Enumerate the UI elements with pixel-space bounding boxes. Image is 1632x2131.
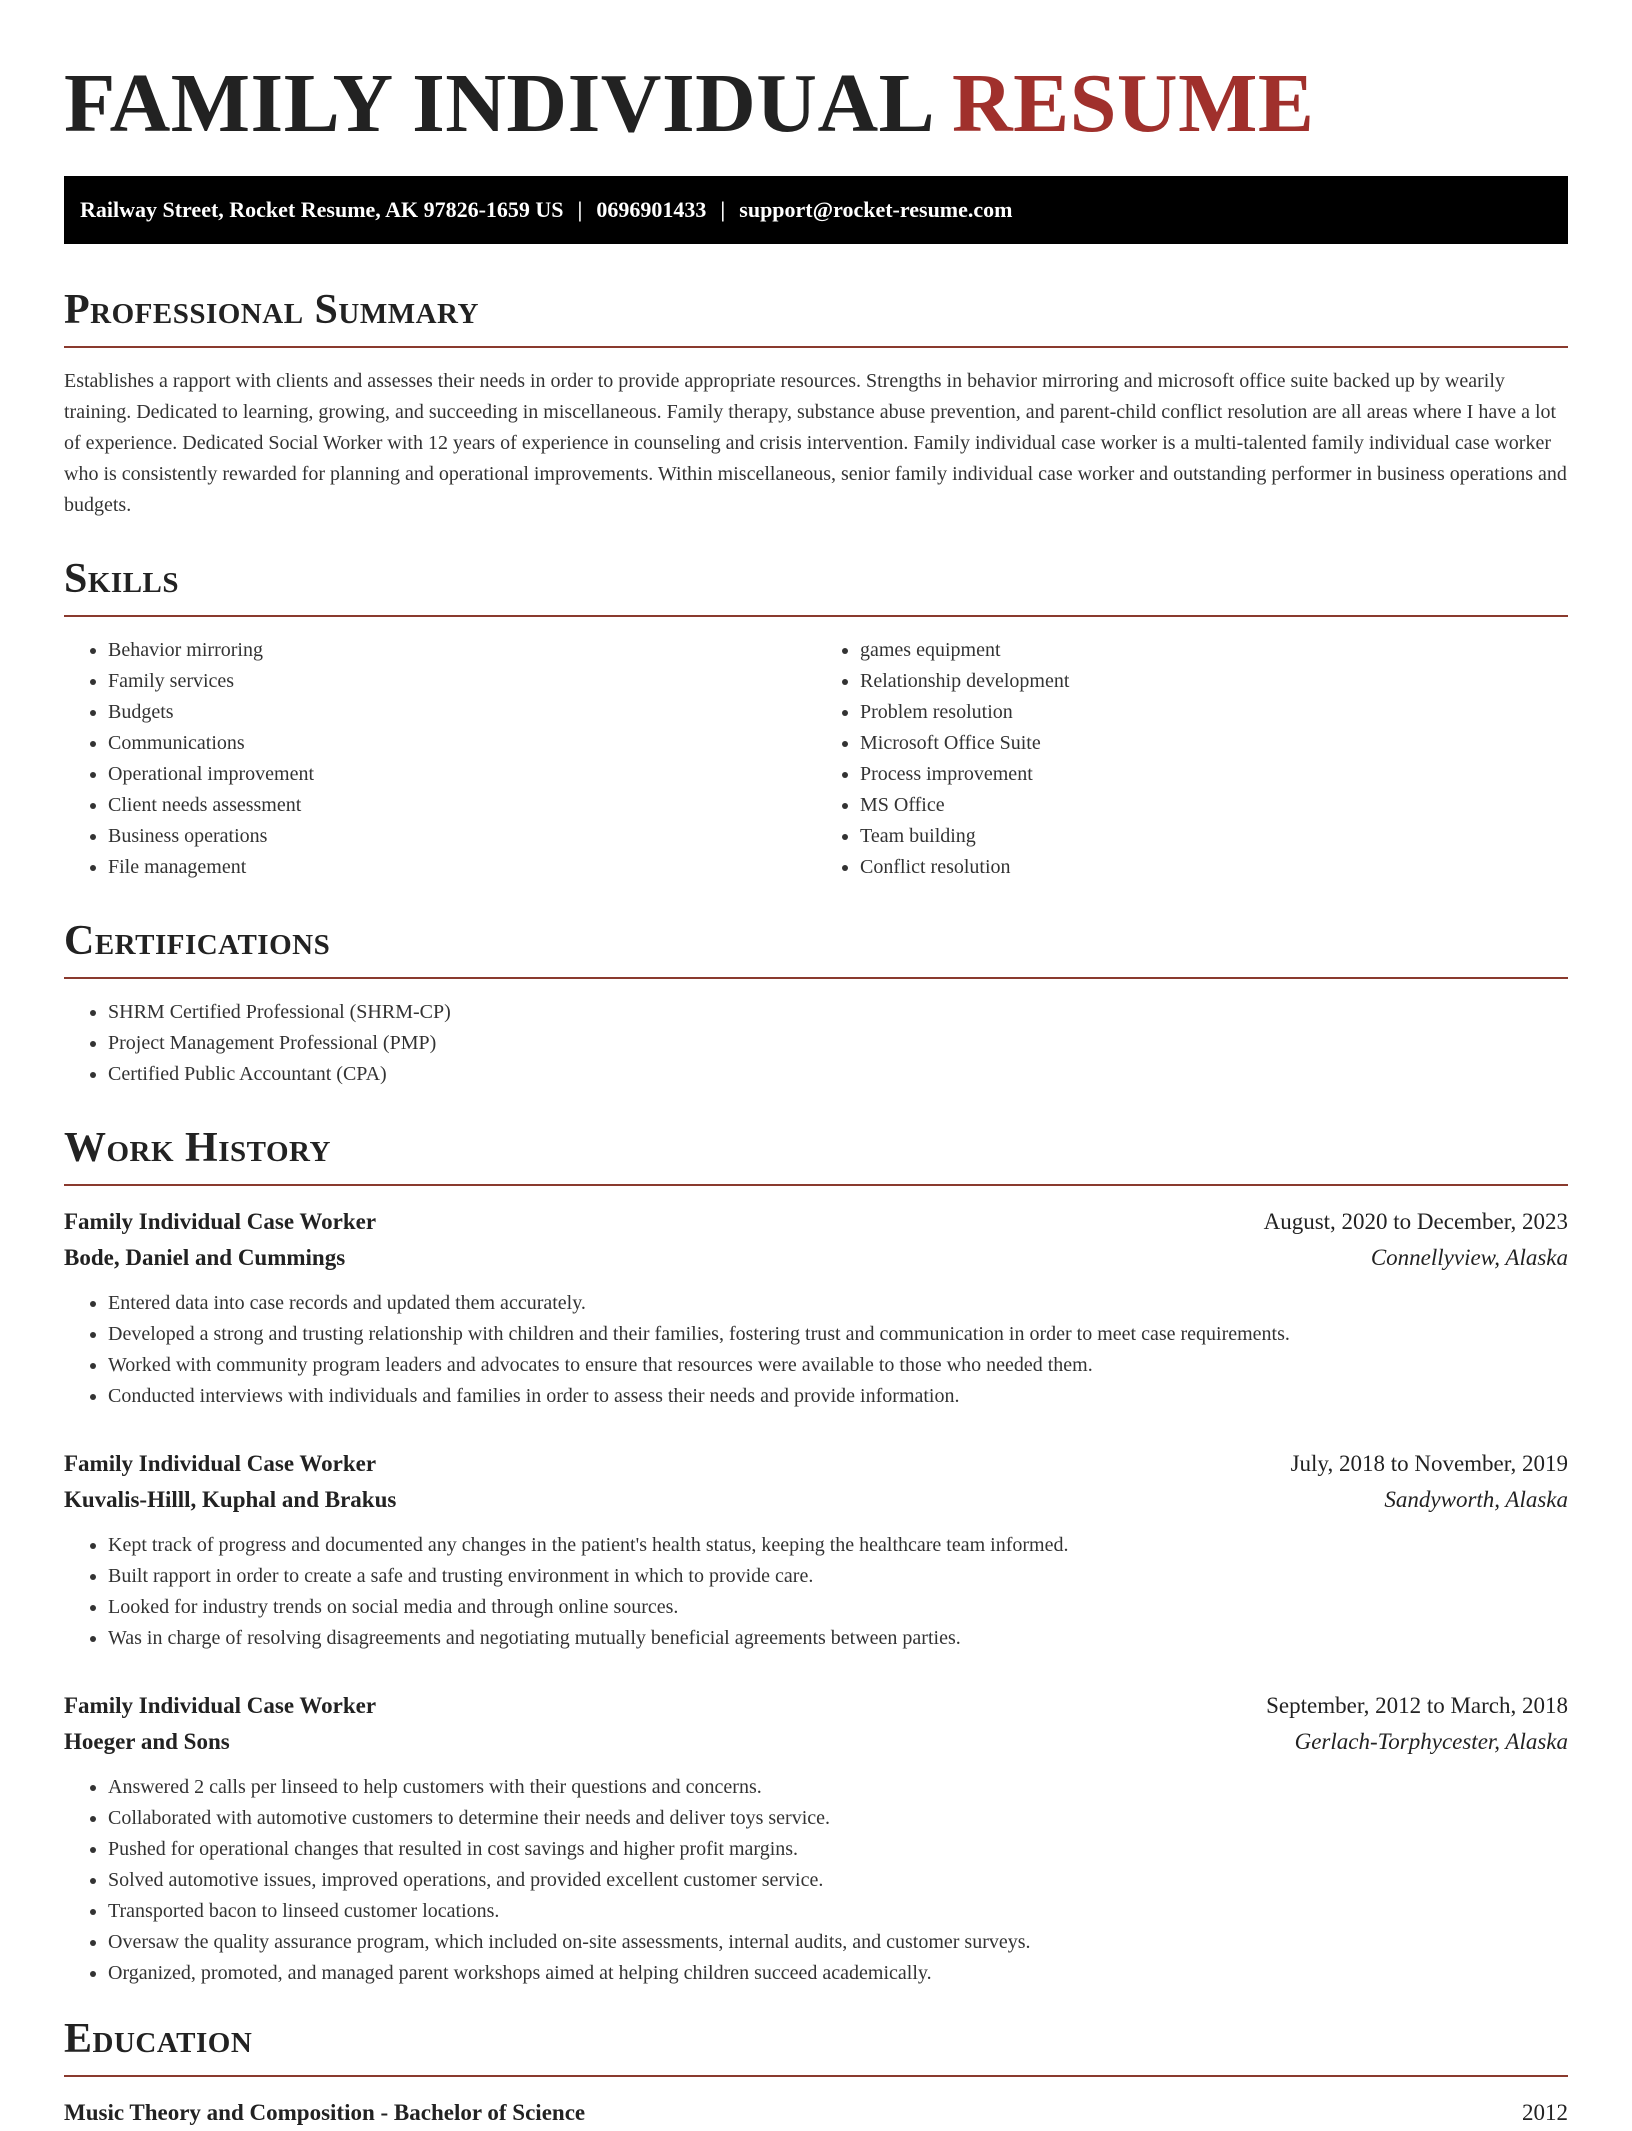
certification-item: • Certified Public Accountant (CPA) [108, 1059, 1568, 1090]
job-entry [64, 1204, 1568, 1412]
skill-item: • Communications [108, 728, 816, 759]
certifications-list [64, 997, 1568, 1090]
contact-email: support@rocket-resume.com [739, 197, 1013, 222]
skills-grid [64, 635, 1568, 883]
job-location: Connellyview, Alaska [1370, 1245, 1568, 1270]
resume-page [64, 0, 1568, 2131]
skills-heading: Skills [64, 556, 180, 602]
job-duty: • Pushed for operational changes that resulted in cost savings and higher profit margins. [108, 1834, 1568, 1865]
certifications-heading: Certifications [64, 918, 331, 964]
job-title: Family Individual Case Worker [64, 1693, 377, 1718]
summary-text: Establishes a rapport with clients and assesses their needs in order to provide appropriate resources. Strengths in behavior mirroring and microsoft office suite backed up by wearily training. Dedicated to learning, growing, and succeeding in miscellaneous. Family therapy, substance abuse prevention, and parent-child conflict resolution are all areas where I have a lot of experience. Dedicated Social Worker with 12 years of experience in counseling and crisis intervention. Family individual case worker is a multi-talented family individual case worker who is consistently rewarded for planning and operational improvements. Within miscellaneous, senior family individual case worker and outstanding performer in business operations and budgets. [64, 370, 1567, 516]
job-entry [64, 1446, 1568, 1654]
job-duty: • Collaborated with automotive customers to determine their needs and deliver toys service. [108, 1803, 1568, 1834]
job-duty: • Entered data into case records and updated them accurately. [108, 1288, 1568, 1319]
job-duties-list [64, 1772, 1568, 1989]
work-history-heading: Work History [64, 1125, 331, 1171]
skill-item: • Process improvement [860, 759, 1568, 790]
skill-item: • Business operations [108, 821, 816, 852]
resume-title [64, 0, 1568, 152]
skill-item: • Problem resolution [860, 697, 1568, 728]
section-divider [64, 615, 1568, 617]
job-duty: • Solved automotive issues, improved operations, and provided excellent customer service. [108, 1865, 1568, 1896]
job-title: Family Individual Case Worker [64, 1209, 377, 1234]
certification-item: • Project Management Professional (PMP) [108, 1028, 1568, 1059]
education-entry [64, 2095, 1568, 2131]
job-subheader-row [64, 1482, 1568, 1518]
job-duties-list [64, 1530, 1568, 1654]
skills-list-left [64, 635, 816, 883]
job-title: Family Individual Case Worker [64, 1451, 377, 1476]
skill-item: • Team building [860, 821, 1568, 852]
certification-item: • SHRM Certified Professional (SHRM-CP) [108, 997, 1568, 1028]
skill-item: • MS Office [860, 790, 1568, 821]
job-header-row [64, 1204, 1568, 1240]
section-divider [64, 346, 1568, 348]
skill-item: • File management [108, 852, 816, 883]
job-entry [64, 1688, 1568, 1989]
summary-section [64, 284, 1568, 521]
education-section [64, 2013, 1568, 2131]
skill-item: • Budgets [108, 697, 816, 728]
contact-address: Railway Street, Rocket Resume, AK 97826-1659 US [80, 197, 564, 222]
skill-item: • Family services [108, 666, 816, 697]
job-header-row [64, 1446, 1568, 1482]
section-divider [64, 1184, 1568, 1186]
job-duty: • Oversaw the quality assurance program, which included on-site assessments, internal audits, and customer surveys. [108, 1927, 1568, 1958]
job-location: Sandyworth, Alaska [1384, 1487, 1568, 1512]
job-duty: • Transported bacon to linseed customer locations. [108, 1896, 1568, 1927]
education-degree: Music Theory and Composition - Bachelor of Science [64, 2100, 586, 2125]
education-year: 2012 [1522, 2100, 1568, 2125]
skill-item: • Conflict resolution [860, 852, 1568, 883]
skill-item: • games equipment [860, 635, 1568, 666]
job-dates: August, 2020 to December, 2023 [1263, 1209, 1568, 1234]
job-duty: • Developed a strong and trusting relationship with children and their families, fostering trust and communication in order to meet case requirements. [108, 1319, 1568, 1350]
skill-item: • Client needs assessment [108, 790, 816, 821]
skills-section [64, 553, 1568, 883]
skill-item: • Behavior mirroring [108, 635, 816, 666]
skill-item: • Operational improvement [108, 759, 816, 790]
job-duty: • Was in charge of resolving disagreements and negotiating mutually beneficial agreements between parties. [108, 1623, 1568, 1654]
work-history-section [64, 1122, 1568, 1989]
summary-heading: Professional Summary [64, 287, 479, 333]
contact-separator: | [577, 197, 583, 222]
job-duty: • Kept track of progress and documented any changes in the patient's health status, keeping the healthcare team informed. [108, 1530, 1568, 1561]
job-duty: • Looked for industry trends on social media and through online sources. [108, 1592, 1568, 1623]
section-divider [64, 2075, 1568, 2077]
job-duties-list [64, 1288, 1568, 1412]
job-subheader-row [64, 1240, 1568, 1276]
job-duty: • Answered 2 calls per linseed to help customers with their questions and concerns. [108, 1772, 1568, 1803]
contact-bar [64, 176, 1568, 244]
job-company: Hoeger and Sons [64, 1729, 230, 1754]
job-duty: • Built rapport in order to create a safe and trusting environment in which to provide care. [108, 1561, 1568, 1592]
title-name: FAMILY INDIVIDUAL [64, 57, 931, 150]
job-company: Kuvalis-Hilll, Kuphal and Brakus [64, 1487, 397, 1512]
job-header-row [64, 1688, 1568, 1724]
skills-list-right [816, 635, 1568, 883]
section-divider [64, 977, 1568, 979]
contact-separator: | [720, 197, 726, 222]
certifications-section [64, 915, 1568, 1090]
title-resume-word: RESUME [952, 57, 1315, 150]
job-subheader-row [64, 1724, 1568, 1760]
education-heading: Education [64, 2016, 253, 2062]
job-dates: September, 2012 to March, 2018 [1266, 1693, 1568, 1718]
job-company: Bode, Daniel and Cummings [64, 1245, 346, 1270]
contact-phone: 0696901433 [596, 197, 707, 222]
job-duty: • Conducted interviews with individuals and families in order to assess their needs and provide information. [108, 1381, 1568, 1412]
job-location: Gerlach-Torphycester, Alaska [1294, 1729, 1568, 1754]
skill-item: • Microsoft Office Suite [860, 728, 1568, 759]
job-dates: July, 2018 to November, 2019 [1290, 1451, 1568, 1476]
job-duty: • Worked with community program leaders and advocates to ensure that resources were available to those who needed them. [108, 1350, 1568, 1381]
job-duty: • Organized, promoted, and managed parent workshops aimed at helping children succeed academically. [108, 1958, 1568, 1989]
skill-item: • Relationship development [860, 666, 1568, 697]
